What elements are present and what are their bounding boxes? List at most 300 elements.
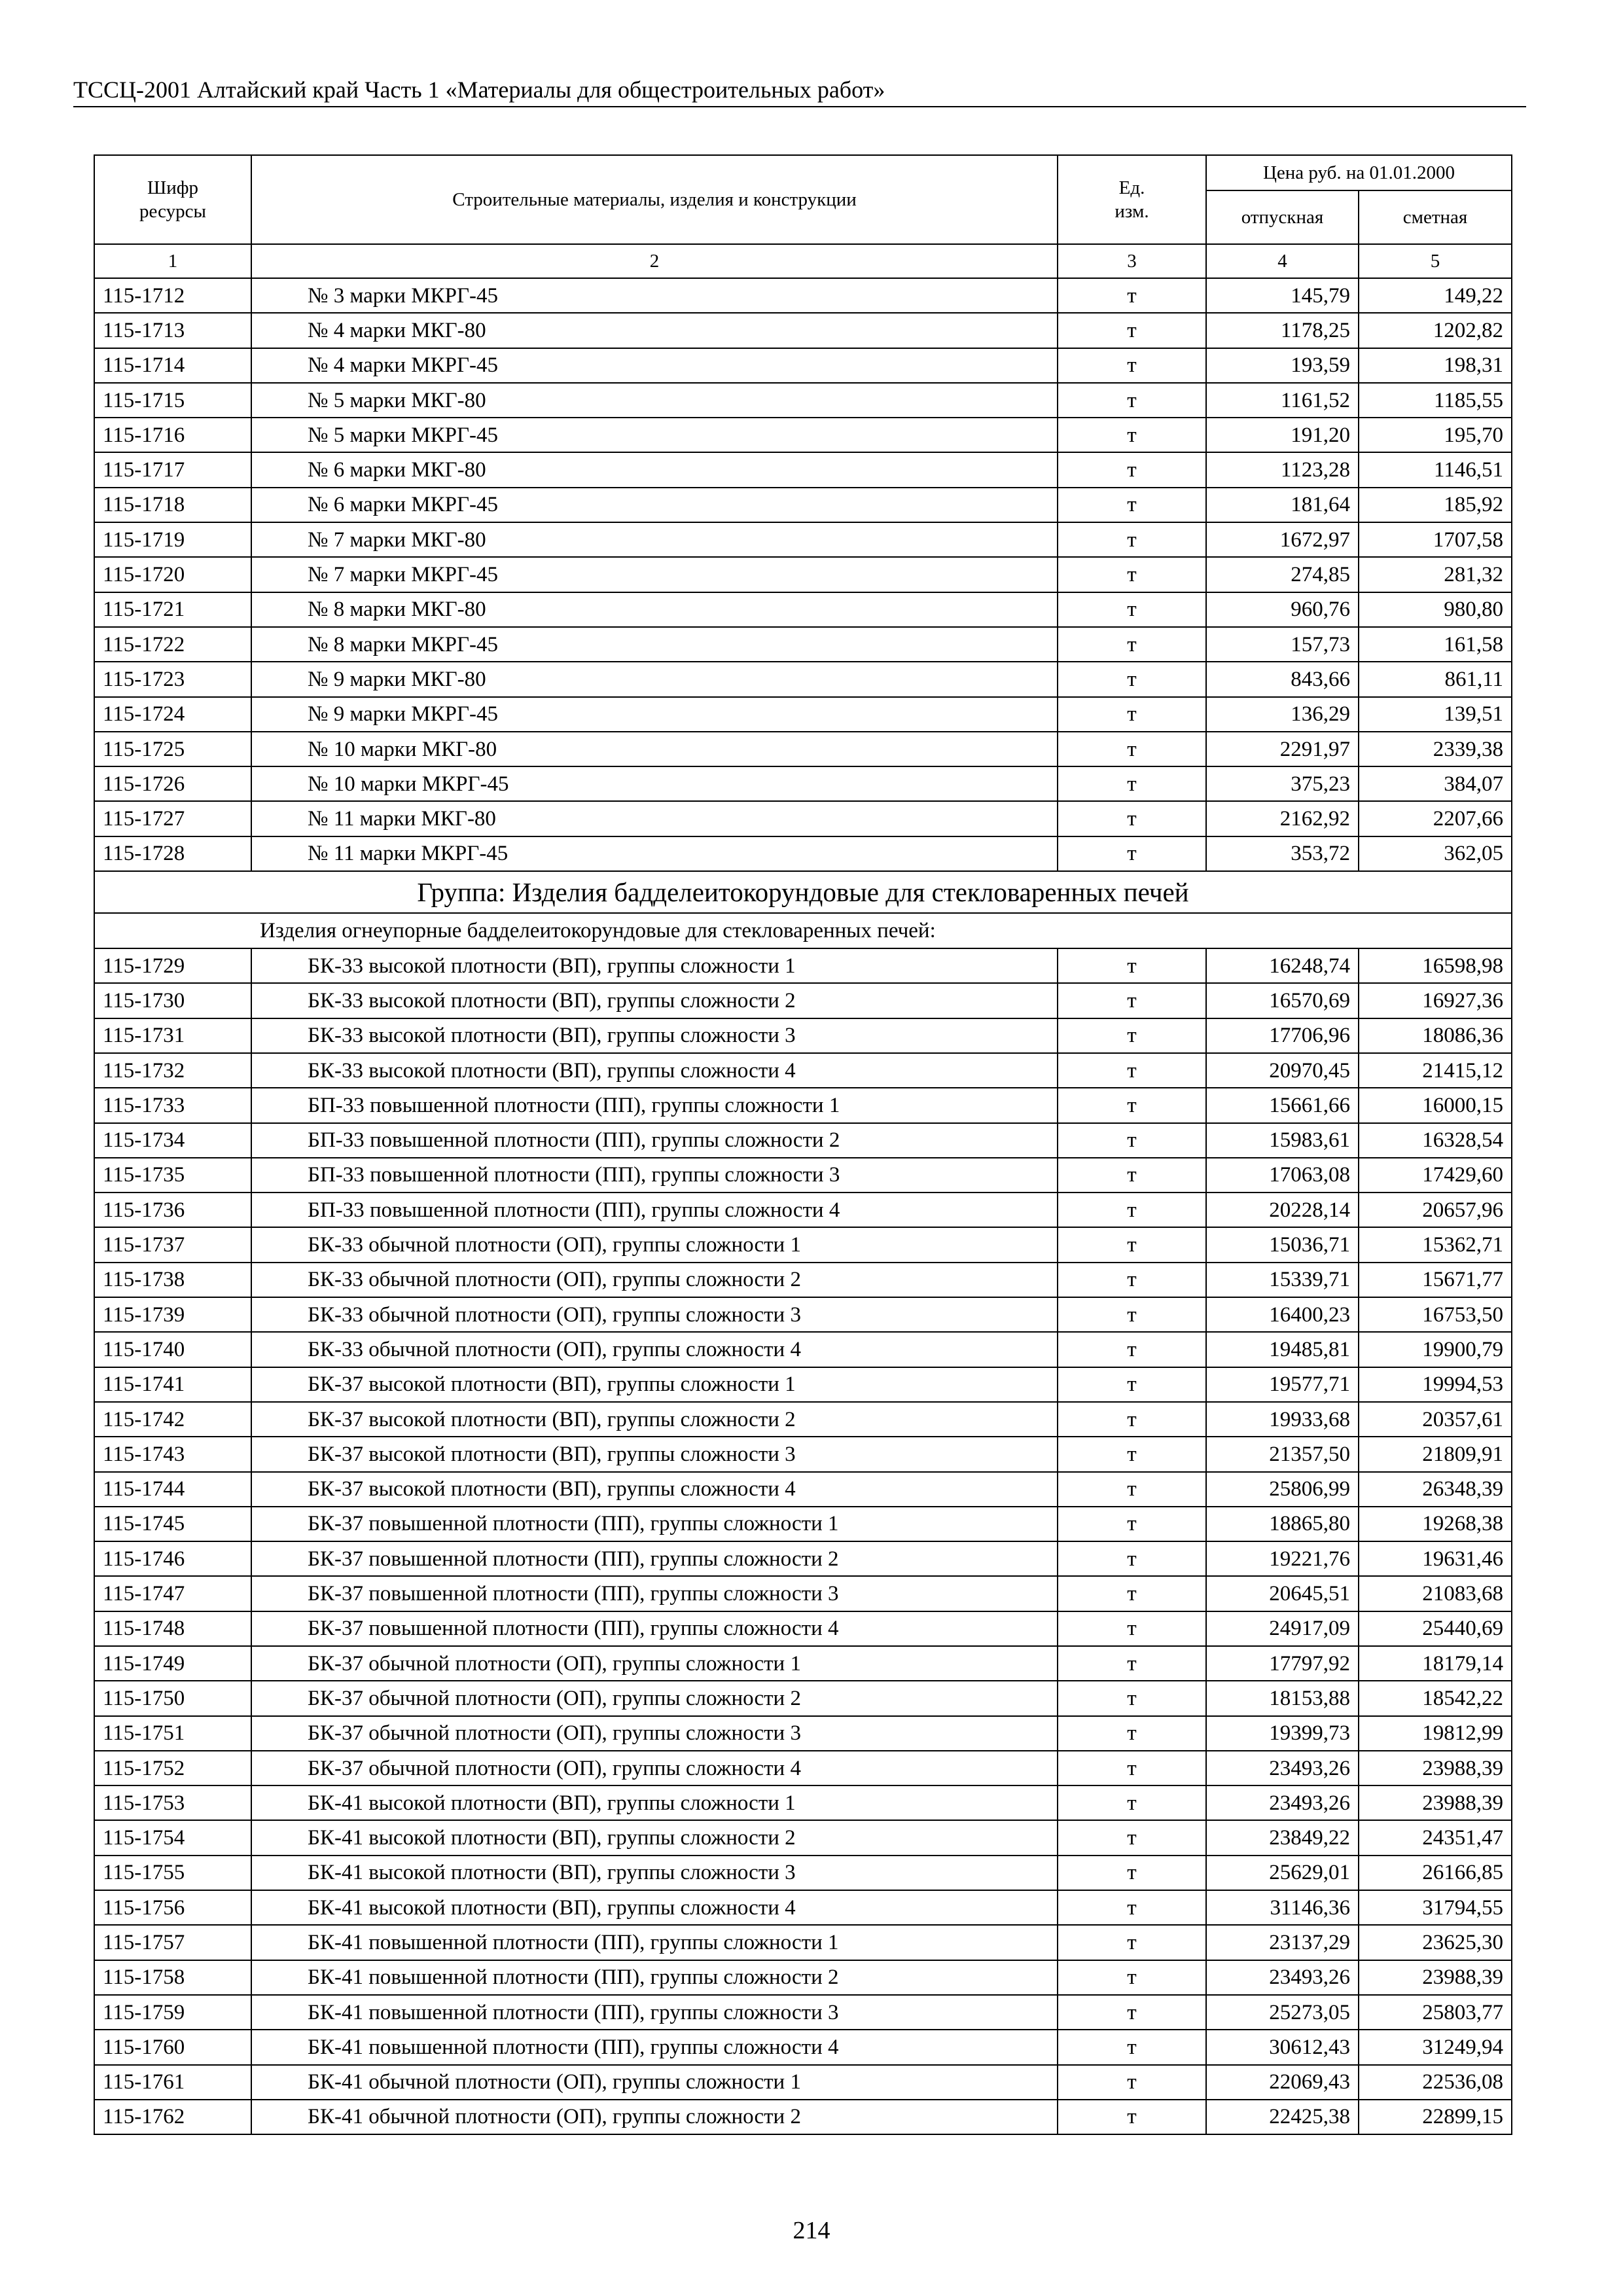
price-estimate-cell: 2339,38	[1359, 732, 1512, 766]
unit-cell: т	[1058, 1646, 1206, 1681]
material-name-cell: № 11 марки МКГ-80	[251, 801, 1058, 836]
price-release-cell: 1123,28	[1206, 452, 1359, 487]
price-release-cell: 17706,96	[1206, 1018, 1359, 1053]
table-row	[94, 1053, 1512, 1088]
resource-code-cell: 115-1722	[94, 627, 251, 662]
price-estimate-cell: 1202,82	[1359, 313, 1512, 348]
price-estimate-cell: 19812,99	[1359, 1716, 1512, 1751]
unit-cell: т	[1058, 1925, 1206, 1960]
price-release-cell: 24917,09	[1206, 1611, 1359, 1646]
unit-cell: т	[1058, 1437, 1206, 1471]
material-name-cell: № 9 марки МКРГ-45	[251, 697, 1058, 732]
material-name-cell: БК-33 обычной плотности (ОП), группы сложности 2	[251, 1263, 1058, 1297]
column-number: 4	[1206, 244, 1359, 278]
resource-code-cell: 115-1734	[94, 1123, 251, 1158]
price-estimate-cell: 21083,68	[1359, 1576, 1512, 1611]
material-name-cell: БК-41 повышенной плотности (ПП), группы сложности 3	[251, 1995, 1058, 2030]
table-row	[94, 662, 1512, 696]
material-name-cell: БК-37 обычной плотности (ОП), группы сложности 4	[251, 1751, 1058, 1785]
price-estimate-cell: 1146,51	[1359, 452, 1512, 487]
material-name-cell: БК-41 обычной плотности (ОП), группы сложности 2	[251, 2100, 1058, 2134]
material-name-cell: № 3 марки МКРГ-45	[251, 278, 1058, 313]
material-name-cell: БК-41 повышенной плотности (ПП), группы сложности 4	[251, 2030, 1058, 2064]
price-release-cell: 19221,76	[1206, 1541, 1359, 1576]
resource-code-cell: 115-1727	[94, 801, 251, 836]
unit-cell: т	[1058, 1088, 1206, 1122]
table-row	[94, 1646, 1512, 1681]
material-name-cell: БП-33 повышенной плотности (ПП), группы сложности 3	[251, 1158, 1058, 1193]
resource-code-cell: 115-1755	[94, 1856, 251, 1890]
table-row	[94, 2065, 1512, 2100]
material-name-cell: БК-37 высокой плотности (ВП), группы сложности 2	[251, 1402, 1058, 1437]
unit-cell: т	[1058, 1890, 1206, 1925]
resource-code-cell: 115-1725	[94, 732, 251, 766]
price-release-cell: 20228,14	[1206, 1193, 1359, 1227]
price-release-cell: 1178,25	[1206, 313, 1359, 348]
table-row	[94, 1263, 1512, 1297]
price-estimate-cell: 19631,46	[1359, 1541, 1512, 1576]
table-row	[94, 1960, 1512, 1995]
resource-code-cell: 115-1726	[94, 766, 251, 801]
resource-code-cell: 115-1713	[94, 313, 251, 348]
price-release-cell: 157,73	[1206, 627, 1359, 662]
table-row	[94, 313, 1512, 348]
resource-code-cell: 115-1737	[94, 1227, 251, 1262]
price-release-cell: 1161,52	[1206, 383, 1359, 418]
price-release-cell: 19399,73	[1206, 1716, 1359, 1751]
table-row	[94, 452, 1512, 487]
material-name-cell: БК-41 высокой плотности (ВП), группы сложности 4	[251, 1890, 1058, 1925]
unit-cell: т	[1058, 418, 1206, 452]
unit-cell: т	[1058, 2065, 1206, 2100]
price-release-cell: 19933,68	[1206, 1402, 1359, 1437]
price-release-cell: 23493,26	[1206, 1785, 1359, 1820]
col-price-estimate-header: сметная	[1359, 190, 1512, 244]
column-number: 2	[251, 244, 1058, 278]
unit-cell: т	[1058, 697, 1206, 732]
table-row	[94, 697, 1512, 732]
material-name-cell: БК-33 высокой плотности (ВП), группы сложности 1	[251, 948, 1058, 983]
price-release-cell: 19485,81	[1206, 1332, 1359, 1367]
resource-code-cell: 115-1761	[94, 2065, 251, 2100]
unit-cell: т	[1058, 1820, 1206, 1855]
material-name-cell: БК-37 обычной плотности (ОП), группы сложности 1	[251, 1646, 1058, 1681]
price-estimate-cell: 185,92	[1359, 488, 1512, 522]
table-row	[94, 1088, 1512, 1122]
material-name-cell: БК-41 высокой плотности (ВП), группы сложности 2	[251, 1820, 1058, 1855]
material-name-cell: БК-37 обычной плотности (ОП), группы сложности 2	[251, 1681, 1058, 1715]
price-estimate-cell: 15362,71	[1359, 1227, 1512, 1262]
resource-code-cell: 115-1720	[94, 557, 251, 592]
price-table	[94, 154, 1512, 2135]
header-rule	[73, 106, 1526, 107]
resource-code-cell: 115-1759	[94, 1995, 251, 2030]
material-name-cell: БП-33 повышенной плотности (ПП), группы сложности 1	[251, 1088, 1058, 1122]
resource-code-cell: 115-1723	[94, 662, 251, 696]
table-row	[94, 1995, 1512, 2030]
price-release-cell: 25806,99	[1206, 1472, 1359, 1507]
unit-cell: т	[1058, 662, 1206, 696]
resource-code-cell: 115-1757	[94, 1925, 251, 1960]
price-release-cell: 15661,66	[1206, 1088, 1359, 1122]
column-number-row	[94, 244, 1512, 278]
price-release-cell: 23493,26	[1206, 1751, 1359, 1785]
price-estimate-cell: 20657,96	[1359, 1193, 1512, 1227]
table-row	[94, 1541, 1512, 1576]
column-number: 1	[94, 244, 251, 278]
resource-code-cell: 115-1715	[94, 383, 251, 418]
resource-code-cell: 115-1756	[94, 1890, 251, 1925]
price-estimate-cell: 25440,69	[1359, 1611, 1512, 1646]
material-name-cell: БК-37 повышенной плотности (ПП), группы сложности 3	[251, 1576, 1058, 1611]
unit-cell: т	[1058, 983, 1206, 1018]
table-row	[94, 2100, 1512, 2134]
table-row	[94, 488, 1512, 522]
table-row	[94, 1193, 1512, 1227]
resource-code-cell: 115-1732	[94, 1053, 251, 1088]
col-name-header: Строительные материалы, изделия и конструкции	[251, 155, 1058, 244]
subgroup-title: Изделия огнеупорные бадделеитокорундовые для стекловаренных печей:	[94, 913, 1512, 948]
unit-cell: т	[1058, 2100, 1206, 2134]
material-name-cell: БП-33 повышенной плотности (ПП), группы сложности 2	[251, 1123, 1058, 1158]
price-estimate-cell: 18179,14	[1359, 1646, 1512, 1681]
table-row	[94, 418, 1512, 452]
material-name-cell: БК-41 повышенной плотности (ПП), группы сложности 1	[251, 1925, 1058, 1960]
table-row	[94, 1751, 1512, 1785]
unit-cell: т	[1058, 1367, 1206, 1402]
material-name-cell: № 6 марки МКРГ-45	[251, 488, 1058, 522]
resource-code-cell: 115-1733	[94, 1088, 251, 1122]
unit-cell: т	[1058, 1123, 1206, 1158]
price-release-cell: 23849,22	[1206, 1820, 1359, 1855]
material-name-cell: № 11 марки МКРГ-45	[251, 836, 1058, 871]
price-release-cell: 843,66	[1206, 662, 1359, 696]
price-estimate-cell: 1707,58	[1359, 522, 1512, 557]
price-release-cell: 25273,05	[1206, 1995, 1359, 2030]
material-name-cell: № 10 марки МКГ-80	[251, 732, 1058, 766]
price-estimate-cell: 281,32	[1359, 557, 1512, 592]
page-number: 214	[793, 2217, 830, 2244]
table-row	[94, 348, 1512, 383]
price-release-cell: 23493,26	[1206, 1960, 1359, 1995]
price-estimate-cell: 149,22	[1359, 278, 1512, 313]
col-price-header: Цена руб. на 01.01.2000	[1206, 155, 1512, 190]
column-number: 5	[1359, 244, 1512, 278]
unit-cell: т	[1058, 1263, 1206, 1297]
resource-code-cell: 115-1717	[94, 452, 251, 487]
unit-cell: т	[1058, 348, 1206, 383]
resource-code-cell: 115-1746	[94, 1541, 251, 1576]
unit-cell: т	[1058, 1332, 1206, 1367]
price-release-cell: 136,29	[1206, 697, 1359, 732]
price-estimate-cell: 26166,85	[1359, 1856, 1512, 1890]
table-row	[94, 1716, 1512, 1751]
material-name-cell: № 6 марки МКГ-80	[251, 452, 1058, 487]
resource-code-cell: 115-1716	[94, 418, 251, 452]
unit-cell: т	[1058, 948, 1206, 983]
table-row	[94, 1890, 1512, 1925]
resource-code-cell: 115-1739	[94, 1297, 251, 1332]
material-name-cell: БК-37 высокой плотности (ВП), группы сложности 3	[251, 1437, 1058, 1471]
unit-cell: т	[1058, 1472, 1206, 1507]
price-estimate-cell: 22899,15	[1359, 2100, 1512, 2134]
table-row	[94, 1507, 1512, 1541]
unit-cell: т	[1058, 1856, 1206, 1890]
resource-code-cell: 115-1721	[94, 592, 251, 627]
price-release-cell: 2162,92	[1206, 801, 1359, 836]
resource-code-cell: 115-1750	[94, 1681, 251, 1715]
material-name-cell: БК-37 повышенной плотности (ПП), группы сложности 1	[251, 1507, 1058, 1541]
price-estimate-cell: 861,11	[1359, 662, 1512, 696]
price-estimate-cell: 25803,77	[1359, 1995, 1512, 2030]
resource-code-cell: 115-1760	[94, 2030, 251, 2064]
table-row	[94, 627, 1512, 662]
price-release-cell: 145,79	[1206, 278, 1359, 313]
unit-cell: т	[1058, 1018, 1206, 1053]
unit-cell: т	[1058, 1716, 1206, 1751]
table-row	[94, 1820, 1512, 1855]
resource-code-cell: 115-1745	[94, 1507, 251, 1541]
price-estimate-cell: 1185,55	[1359, 383, 1512, 418]
unit-cell: т	[1058, 383, 1206, 418]
resource-code-cell: 115-1744	[94, 1472, 251, 1507]
col-unit-header: Ед. изм.	[1058, 155, 1206, 244]
resource-code-cell: 115-1718	[94, 488, 251, 522]
price-estimate-cell: 16598,98	[1359, 948, 1512, 983]
material-name-cell: № 5 марки МКРГ-45	[251, 418, 1058, 452]
table-row	[94, 1227, 1512, 1262]
price-release-cell: 20645,51	[1206, 1576, 1359, 1611]
price-release-cell: 2291,97	[1206, 732, 1359, 766]
table-row	[94, 1332, 1512, 1367]
unit-cell: т	[1058, 488, 1206, 522]
unit-cell: т	[1058, 592, 1206, 627]
price-release-cell: 16248,74	[1206, 948, 1359, 983]
group-section	[94, 871, 1512, 948]
unit-cell: т	[1058, 766, 1206, 801]
resource-code-cell: 115-1741	[94, 1367, 251, 1402]
material-name-cell: № 7 марки МКГ-80	[251, 522, 1058, 557]
table-row	[94, 801, 1512, 836]
unit-cell: т	[1058, 1995, 1206, 2030]
price-estimate-cell: 19268,38	[1359, 1507, 1512, 1541]
price-release-cell: 375,23	[1206, 766, 1359, 801]
price-release-cell: 20970,45	[1206, 1053, 1359, 1088]
resource-code-cell: 115-1714	[94, 348, 251, 383]
unit-cell: т	[1058, 1960, 1206, 1995]
unit-cell: т	[1058, 522, 1206, 557]
unit-cell: т	[1058, 1541, 1206, 1576]
resource-code-cell: 115-1762	[94, 2100, 251, 2134]
table-row	[94, 2030, 1512, 2064]
price-release-cell: 21357,50	[1206, 1437, 1359, 1471]
price-release-cell: 16400,23	[1206, 1297, 1359, 1332]
resource-code-cell: 115-1738	[94, 1263, 251, 1297]
price-estimate-cell: 18086,36	[1359, 1018, 1512, 1053]
resource-code-cell: 115-1753	[94, 1785, 251, 1820]
table-row	[94, 836, 1512, 871]
material-name-cell: № 8 марки МКРГ-45	[251, 627, 1058, 662]
price-estimate-cell: 22536,08	[1359, 2065, 1512, 2100]
table-row	[94, 1123, 1512, 1158]
unit-cell: т	[1058, 1193, 1206, 1227]
table-row	[94, 1856, 1512, 1890]
price-release-cell: 17797,92	[1206, 1646, 1359, 1681]
material-name-cell: БК-33 обычной плотности (ОП), группы сложности 3	[251, 1297, 1058, 1332]
resource-code-cell: 115-1749	[94, 1646, 251, 1681]
unit-cell: т	[1058, 2030, 1206, 2064]
material-name-cell: № 4 марки МКГ-80	[251, 313, 1058, 348]
resource-code-cell: 115-1751	[94, 1716, 251, 1751]
resource-code-cell: 115-1719	[94, 522, 251, 557]
unit-cell: т	[1058, 836, 1206, 871]
material-name-cell: БК-33 высокой плотности (ВП), группы сложности 4	[251, 1053, 1058, 1088]
group-title: Группа: Изделия бадделеитокорундовые для стекловаренных печей	[94, 871, 1512, 913]
unit-cell: т	[1058, 1297, 1206, 1332]
price-release-cell: 15983,61	[1206, 1123, 1359, 1158]
unit-cell: т	[1058, 1751, 1206, 1785]
resource-code-cell: 115-1729	[94, 948, 251, 983]
material-name-cell: БК-33 высокой плотности (ВП), группы сложности 3	[251, 1018, 1058, 1053]
table-row	[94, 732, 1512, 766]
price-release-cell: 30612,43	[1206, 2030, 1359, 2064]
price-release-cell: 191,20	[1206, 418, 1359, 452]
table-row	[94, 1785, 1512, 1820]
resource-code-cell: 115-1735	[94, 1158, 251, 1193]
col-code-header: Шифр ресурсы	[94, 155, 251, 244]
resource-code-cell: 115-1724	[94, 697, 251, 732]
resource-code-cell: 115-1712	[94, 278, 251, 313]
material-name-cell: № 7 марки МКРГ-45	[251, 557, 1058, 592]
unit-cell: т	[1058, 801, 1206, 836]
unit-cell: т	[1058, 1227, 1206, 1262]
resource-code-cell: 115-1748	[94, 1611, 251, 1646]
price-estimate-cell: 20357,61	[1359, 1402, 1512, 1437]
resource-code-cell: 115-1728	[94, 836, 251, 871]
table-row	[94, 1402, 1512, 1437]
material-name-cell: БК-37 повышенной плотности (ПП), группы сложности 4	[251, 1611, 1058, 1646]
price-release-cell: 15339,71	[1206, 1263, 1359, 1297]
price-estimate-cell: 19900,79	[1359, 1332, 1512, 1367]
material-name-cell: БК-37 повышенной плотности (ПП), группы сложности 2	[251, 1541, 1058, 1576]
price-estimate-cell: 16000,15	[1359, 1088, 1512, 1122]
table-row	[94, 1158, 1512, 1193]
price-release-cell: 960,76	[1206, 592, 1359, 627]
price-estimate-cell: 23625,30	[1359, 1925, 1512, 1960]
price-release-cell: 18153,88	[1206, 1681, 1359, 1715]
material-name-cell: БК-33 высокой плотности (ВП), группы сложности 2	[251, 983, 1058, 1018]
unit-cell: т	[1058, 627, 1206, 662]
material-name-cell: № 4 марки МКРГ-45	[251, 348, 1058, 383]
table-row	[94, 983, 1512, 1018]
table-row	[94, 766, 1512, 801]
price-estimate-cell: 362,05	[1359, 836, 1512, 871]
resource-code-cell: 115-1754	[94, 1820, 251, 1855]
resource-code-cell: 115-1747	[94, 1576, 251, 1611]
price-estimate-cell: 17429,60	[1359, 1158, 1512, 1193]
unit-cell: т	[1058, 1576, 1206, 1611]
rows-group	[94, 948, 1512, 2134]
price-estimate-cell: 198,31	[1359, 348, 1512, 383]
table-row	[94, 383, 1512, 418]
table-row	[94, 1925, 1512, 1960]
price-estimate-cell: 24351,47	[1359, 1820, 1512, 1855]
price-release-cell: 19577,71	[1206, 1367, 1359, 1402]
price-estimate-cell: 16328,54	[1359, 1123, 1512, 1158]
price-release-cell: 18865,80	[1206, 1507, 1359, 1541]
price-release-cell: 15036,71	[1206, 1227, 1359, 1262]
unit-cell: т	[1058, 278, 1206, 313]
price-estimate-cell: 16927,36	[1359, 983, 1512, 1018]
unit-cell: т	[1058, 732, 1206, 766]
material-name-cell: БК-37 высокой плотности (ВП), группы сложности 1	[251, 1367, 1058, 1402]
resource-code-cell: 115-1742	[94, 1402, 251, 1437]
unit-cell: т	[1058, 1785, 1206, 1820]
price-release-cell: 23137,29	[1206, 1925, 1359, 1960]
table-row	[94, 557, 1512, 592]
unit-cell: т	[1058, 313, 1206, 348]
price-release-cell: 16570,69	[1206, 983, 1359, 1018]
price-estimate-cell: 16753,50	[1359, 1297, 1512, 1332]
price-estimate-cell: 31249,94	[1359, 2030, 1512, 2064]
price-estimate-cell: 26348,39	[1359, 1472, 1512, 1507]
price-release-cell: 181,64	[1206, 488, 1359, 522]
table-row	[94, 1681, 1512, 1715]
resource-code-cell: 115-1743	[94, 1437, 251, 1471]
unit-cell: т	[1058, 452, 1206, 487]
col-price-release-header: отпускная	[1206, 190, 1359, 244]
table-row	[94, 1297, 1512, 1332]
material-name-cell: БП-33 повышенной плотности (ПП), группы сложности 4	[251, 1193, 1058, 1227]
material-name-cell: БК-41 обычной плотности (ОП), группы сложности 1	[251, 2065, 1058, 2100]
resource-code-cell: 115-1740	[94, 1332, 251, 1367]
material-name-cell: № 8 марки МКГ-80	[251, 592, 1058, 627]
material-name-cell: БК-41 высокой плотности (ВП), группы сложности 3	[251, 1856, 1058, 1890]
price-estimate-cell: 21809,91	[1359, 1437, 1512, 1471]
price-estimate-cell: 21415,12	[1359, 1053, 1512, 1088]
price-release-cell: 1672,97	[1206, 522, 1359, 557]
table-row	[94, 1611, 1512, 1646]
price-estimate-cell: 15671,77	[1359, 1263, 1512, 1297]
page-header: ТССЦ-2001 Алтайский край Часть 1 «Материалы для общестроительных работ»	[73, 77, 885, 103]
price-release-cell: 31146,36	[1206, 1890, 1359, 1925]
table-row	[94, 948, 1512, 983]
price-estimate-cell: 980,80	[1359, 592, 1512, 627]
price-release-cell: 25629,01	[1206, 1856, 1359, 1890]
table-row	[94, 1576, 1512, 1611]
unit-cell: т	[1058, 1611, 1206, 1646]
price-estimate-cell: 19994,53	[1359, 1367, 1512, 1402]
unit-cell: т	[1058, 1053, 1206, 1088]
material-name-cell: БК-37 высокой плотности (ВП), группы сложности 4	[251, 1472, 1058, 1507]
price-estimate-cell: 23988,39	[1359, 1785, 1512, 1820]
material-name-cell: БК-37 обычной плотности (ОП), группы сложности 3	[251, 1716, 1058, 1751]
table-row	[94, 1472, 1512, 1507]
resource-code-cell: 115-1736	[94, 1193, 251, 1227]
price-release-cell: 22425,38	[1206, 2100, 1359, 2134]
resource-code-cell: 115-1730	[94, 983, 251, 1018]
table-row	[94, 522, 1512, 557]
unit-cell: т	[1058, 1402, 1206, 1437]
table-row	[94, 278, 1512, 313]
price-estimate-cell: 23988,39	[1359, 1960, 1512, 1995]
material-name-cell: № 9 марки МКГ-80	[251, 662, 1058, 696]
table-row	[94, 1367, 1512, 1402]
price-release-cell: 353,72	[1206, 836, 1359, 871]
resource-code-cell: 115-1758	[94, 1960, 251, 1995]
material-name-cell: № 10 марки МКРГ-45	[251, 766, 1058, 801]
material-name-cell: БК-33 обычной плотности (ОП), группы сложности 4	[251, 1332, 1058, 1367]
